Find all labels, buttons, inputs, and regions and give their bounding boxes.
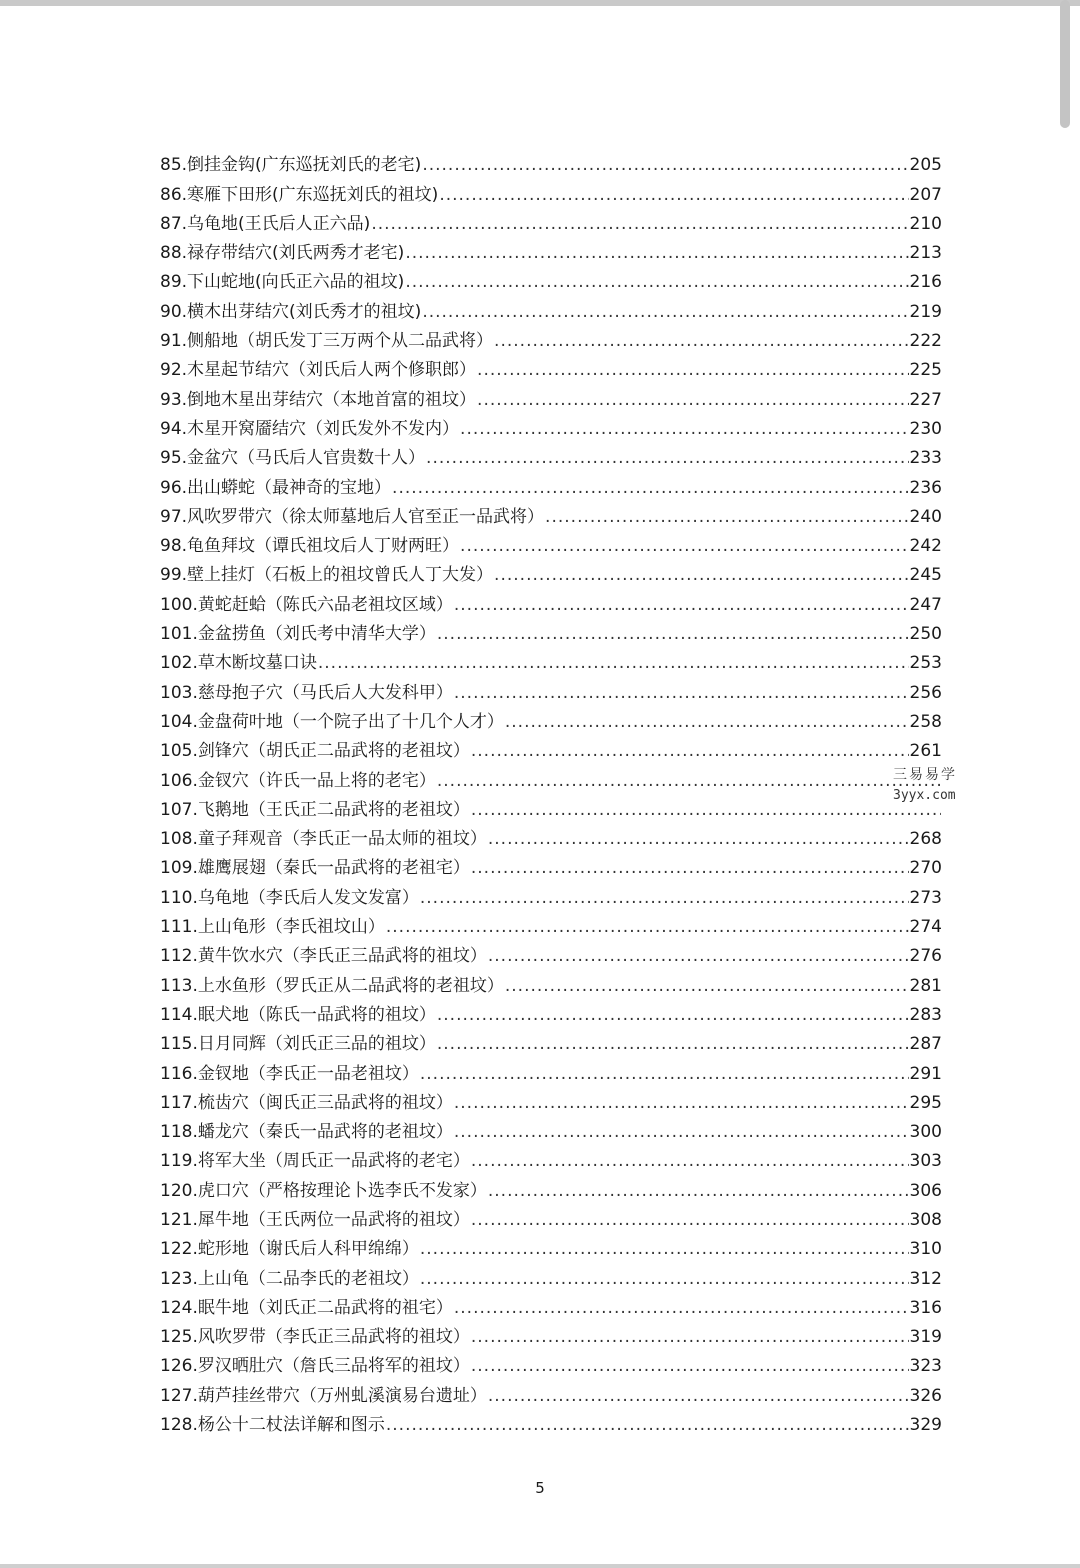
toc-entry[interactable]	[160, 1202, 942, 1231]
dot-leader	[420, 1064, 909, 1085]
toc-entry[interactable]	[160, 499, 942, 528]
toc-entry-title: 107.飞鹅地（王氏正二品武将的老祖坟）	[160, 799, 470, 820]
watermark-text: 三易易学	[893, 767, 957, 783]
dot-leader	[318, 653, 909, 674]
toc-entry-title: 120.虎口穴（严格按理论卜选李氏不发家）	[160, 1180, 487, 1201]
toc-entry-title: 122.蛇形地（谢氏后人科甲绵绵）	[160, 1239, 419, 1260]
toc-entry[interactable]	[160, 235, 942, 264]
dot-leader	[471, 741, 909, 762]
dot-leader	[437, 624, 909, 645]
toc-entry[interactable]	[160, 176, 942, 205]
toc-entry[interactable]	[160, 469, 942, 498]
toc-entry[interactable]	[160, 1319, 942, 1348]
toc-entry[interactable]	[160, 206, 942, 235]
toc-entry-title: 118.蟠龙穴（秦氏一品武将的老祖坟）	[160, 1122, 453, 1143]
toc-entry[interactable]	[160, 1114, 942, 1143]
toc-entry-title: 108.童子拜观音（李氏正一品太师的祖坟）	[160, 829, 487, 850]
dot-leader	[505, 712, 909, 733]
toc-entry-page: 207	[909, 184, 942, 205]
toc-entry-title: 98.龟鱼拜坟（谭氏祖坟后人丁财两旺）	[160, 536, 460, 557]
toc-entry-title: 101.金盆捞鱼（刘氏考中清华大学）	[160, 624, 436, 645]
toc-entry-page: 312	[909, 1268, 942, 1289]
toc-entry-title: 85.倒挂金钩(广东巡抚刘氏的老宅)	[160, 155, 422, 176]
toc-entry[interactable]	[160, 762, 942, 791]
toc-entry-title: 89.下山蛇地(向氏正六品的祖坟)	[160, 272, 405, 293]
dot-leader	[545, 507, 909, 528]
dot-leader	[488, 1181, 909, 1202]
toc-entry-page: 287	[909, 1034, 942, 1055]
dot-leader	[454, 1093, 909, 1114]
dot-leader	[488, 1386, 909, 1407]
toc-entry[interactable]	[160, 1231, 942, 1260]
dot-leader	[460, 419, 909, 440]
toc-entry-page: 250	[909, 624, 942, 645]
toc-entry-page: 268	[909, 829, 942, 850]
dot-leader	[477, 360, 909, 381]
toc-entry[interactable]	[160, 1290, 942, 1319]
top-edge-bar	[0, 0, 1080, 6]
toc-entry[interactable]	[160, 879, 942, 908]
toc-entry-page: 253	[909, 653, 942, 674]
table-of-contents	[160, 147, 942, 1436]
toc-entry[interactable]	[160, 909, 942, 938]
bottom-edge-bar	[0, 1564, 1080, 1568]
dot-leader	[437, 1034, 909, 1055]
toc-entry-title: 111.上山龟形（李氏祖坟山）	[160, 917, 385, 938]
dot-leader	[392, 478, 909, 499]
scrollbar-thumb[interactable]	[1060, 0, 1070, 128]
toc-entry-page: 308	[909, 1209, 942, 1230]
toc-entry-page: 240	[909, 506, 942, 527]
toc-entry-page: 236	[909, 477, 942, 498]
toc-entry-title: 115.日月同辉（刘氏正三品的祖坟）	[160, 1034, 436, 1055]
dot-leader	[371, 214, 908, 235]
toc-entry-page: 270	[909, 858, 942, 879]
toc-entry[interactable]	[160, 1260, 942, 1289]
toc-entry-title: 91.侧船地（胡氏发丁三万两个从二品武将）	[160, 331, 494, 352]
toc-entry-page: 242	[909, 536, 942, 557]
toc-entry-title: 112.黄牛饮水穴（李氏正三品武将的祖坟）	[160, 946, 487, 967]
toc-entry-page: 295	[909, 1092, 942, 1113]
toc-entry-page: 258	[909, 711, 942, 732]
toc-entry[interactable]	[160, 938, 942, 967]
dot-leader	[494, 331, 909, 352]
dot-leader	[454, 595, 909, 616]
dot-leader	[460, 536, 909, 557]
toc-entry[interactable]	[160, 1172, 942, 1201]
dot-leader	[439, 185, 908, 206]
toc-entry-title: 106.金钗穴（许氏一品上将的老宅）	[160, 770, 436, 791]
dot-leader	[454, 683, 909, 704]
toc-entry[interactable]	[160, 850, 942, 879]
toc-entry[interactable]	[160, 586, 942, 615]
toc-entry-title: 109.雄鹰展翅（秦氏一品武将的老祖宅）	[160, 858, 470, 879]
dot-leader	[488, 829, 909, 850]
dot-leader	[488, 946, 909, 967]
toc-entry[interactable]	[160, 147, 942, 176]
toc-entry-title: 102.草木断坟墓口诀	[160, 653, 317, 674]
toc-entry-page: 247	[909, 594, 942, 615]
toc-entry-title: 99.壁上挂灯（石板上的祖坟曾氏人丁大发）	[160, 565, 494, 586]
toc-entry-page: 329	[909, 1415, 942, 1436]
toc-entry-title: 126.罗汉晒肚穴（詹氏三品将军的祖坟）	[160, 1356, 470, 1377]
page-number: 5	[535, 1479, 545, 1497]
dot-leader	[386, 917, 909, 938]
toc-entry-page: 210	[909, 213, 942, 234]
toc-entry-page: 283	[909, 1004, 942, 1025]
dot-leader	[471, 800, 941, 821]
dot-leader	[471, 858, 909, 879]
toc-entry-title: 103.慈母抱子穴（马氏后人大发科甲）	[160, 682, 453, 703]
toc-entry-title: 121.犀牛地（王氏两位一品武将的祖坟）	[160, 1209, 470, 1230]
toc-entry-page: 225	[909, 360, 942, 381]
toc-entry-page: 281	[909, 975, 942, 996]
toc-entry-page: 273	[909, 887, 942, 908]
dot-leader	[405, 272, 908, 293]
toc-entry[interactable]	[160, 792, 942, 821]
toc-entry-title: 100.黄蛇赶蛤（陈氏六品老祖坟区域）	[160, 594, 453, 615]
toc-entry-title: 116.金钗地（李氏正一品老祖坟）	[160, 1063, 419, 1084]
dot-leader	[454, 1122, 909, 1143]
toc-entry[interactable]	[160, 645, 942, 674]
toc-entry-title: 113.上水鱼形（罗氏正从二品武将的老祖坟）	[160, 975, 504, 996]
toc-entry-page: 230	[909, 418, 942, 439]
toc-entry-page: 222	[909, 331, 942, 352]
dot-leader	[420, 888, 909, 909]
toc-entry-page: 245	[909, 565, 942, 586]
toc-entry-page: 326	[909, 1385, 942, 1406]
dot-leader	[471, 1327, 909, 1348]
dot-leader	[422, 302, 908, 323]
toc-entry-page: 306	[909, 1180, 942, 1201]
dot-leader	[386, 1415, 909, 1436]
toc-entry-title: 96.出山蟒蛇（最神奇的宝地）	[160, 477, 392, 498]
dot-leader	[505, 976, 909, 997]
toc-entry-page: 227	[909, 389, 942, 410]
dot-leader	[420, 1239, 909, 1260]
toc-entry-page: 323	[909, 1356, 942, 1377]
dot-leader	[471, 1356, 909, 1377]
toc-entry-page: 256	[909, 682, 942, 703]
toc-entry[interactable]	[160, 704, 942, 733]
toc-entry-title: 124.眠牛地（刘氏正二品武将的祖宅）	[160, 1297, 453, 1318]
toc-entry[interactable]	[160, 293, 942, 322]
toc-entry-title: 123.上山龟（二品李氏的老祖坟）	[160, 1268, 419, 1289]
toc-entry[interactable]	[160, 1348, 942, 1377]
toc-entry[interactable]	[160, 1407, 942, 1436]
toc-entry[interactable]	[160, 411, 942, 440]
toc-entry-page: 274	[909, 917, 942, 938]
dot-leader	[494, 565, 909, 586]
toc-entry[interactable]	[160, 997, 942, 1026]
toc-entry-title: 125.风吹罗带（李氏正三品武将的祖坟）	[160, 1327, 470, 1348]
toc-entry[interactable]	[160, 381, 942, 410]
toc-entry[interactable]	[160, 1055, 942, 1084]
toc-entry-page: 276	[909, 946, 942, 967]
toc-entry-page: 233	[909, 448, 942, 469]
toc-entry-page: 319	[909, 1327, 942, 1348]
toc-entry-title: 114.眠犬地（陈氏一品武将的祖坟）	[160, 1004, 436, 1025]
toc-entry-page: 310	[909, 1239, 942, 1260]
toc-entry-title: 92.木星起节结穴（刘氏后人两个修职郎）	[160, 360, 477, 381]
toc-entry-page: 261	[909, 741, 942, 762]
toc-entry[interactable]	[160, 674, 942, 703]
watermark	[893, 764, 1003, 803]
toc-entry-title: 86.寒雁下田形(广东巡抚刘氏的祖坟)	[160, 184, 439, 205]
toc-entry[interactable]	[160, 323, 942, 352]
dot-leader	[471, 1151, 909, 1172]
toc-entry[interactable]	[160, 1026, 942, 1055]
toc-entry[interactable]	[160, 264, 942, 293]
dot-leader	[405, 243, 908, 264]
toc-entry-title: 93.倒地木星出芽结穴（本地首富的祖坟）	[160, 389, 477, 410]
toc-entry[interactable]	[160, 557, 942, 586]
toc-entry-title: 127.葫芦挂丝带穴（万州虬溪演易台遗址）	[160, 1385, 487, 1406]
toc-entry[interactable]	[160, 440, 942, 469]
dot-leader	[426, 448, 909, 469]
dot-leader	[454, 1298, 909, 1319]
toc-entry-page: 316	[909, 1297, 942, 1318]
toc-entry[interactable]	[160, 616, 942, 645]
dot-leader	[422, 155, 908, 176]
toc-entry-page: 303	[909, 1151, 942, 1172]
toc-entry-title: 117.梳齿穴（闽氏正三品武将的祖坟）	[160, 1092, 453, 1113]
toc-entry[interactable]	[160, 967, 942, 996]
toc-entry-title: 90.横木出芽结穴(刘氏秀才的祖坟)	[160, 301, 422, 322]
dot-leader	[437, 771, 941, 792]
toc-entry-title: 97.风吹罗带穴（徐太师墓地后人官至正一品武将）	[160, 506, 545, 527]
toc-entry-page: 291	[909, 1063, 942, 1084]
toc-entry[interactable]	[160, 821, 942, 850]
toc-entry-title: 105.剑锋穴（胡氏正二品武将的老祖坟）	[160, 741, 470, 762]
toc-entry-title: 104.金盘荷叶地（一个院子出了十几个人才）	[160, 711, 504, 732]
toc-entry-page: 300	[909, 1122, 942, 1143]
dot-leader	[437, 1005, 909, 1026]
toc-entry-title: 119.将军大坐（周氏正一品武将的老宅）	[160, 1151, 470, 1172]
toc-entry-title: 95.金盆穴（马氏后人官贵数十人）	[160, 448, 426, 469]
toc-entry-title: 87.乌龟地(王氏后人正六品)	[160, 213, 371, 234]
watermark-url: 3yyx.com	[893, 788, 956, 803]
toc-entry-page: 219	[909, 301, 942, 322]
toc-entry-page: 216	[909, 272, 942, 293]
toc-entry-page: 205	[909, 155, 942, 176]
toc-entry-title: 94.木星开窝靥结穴（刘氏发外不发内）	[160, 418, 460, 439]
toc-entry-title: 128.杨公十二杖法详解和图示	[160, 1415, 385, 1436]
toc-entry[interactable]	[160, 528, 942, 557]
toc-entry[interactable]	[160, 352, 942, 381]
dot-leader	[471, 1210, 909, 1231]
toc-entry[interactable]	[160, 733, 942, 762]
toc-entry[interactable]	[160, 1085, 942, 1114]
toc-entry[interactable]	[160, 1377, 942, 1406]
dot-leader	[477, 390, 909, 411]
toc-entry-title: 88.禄存带结穴(刘氏两秀才老宅)	[160, 243, 405, 264]
dot-leader	[420, 1269, 909, 1290]
toc-entry-title: 110.乌龟地（李氏后人发文发富）	[160, 887, 419, 908]
toc-entry[interactable]	[160, 1143, 942, 1172]
toc-entry-page: 213	[909, 243, 942, 264]
